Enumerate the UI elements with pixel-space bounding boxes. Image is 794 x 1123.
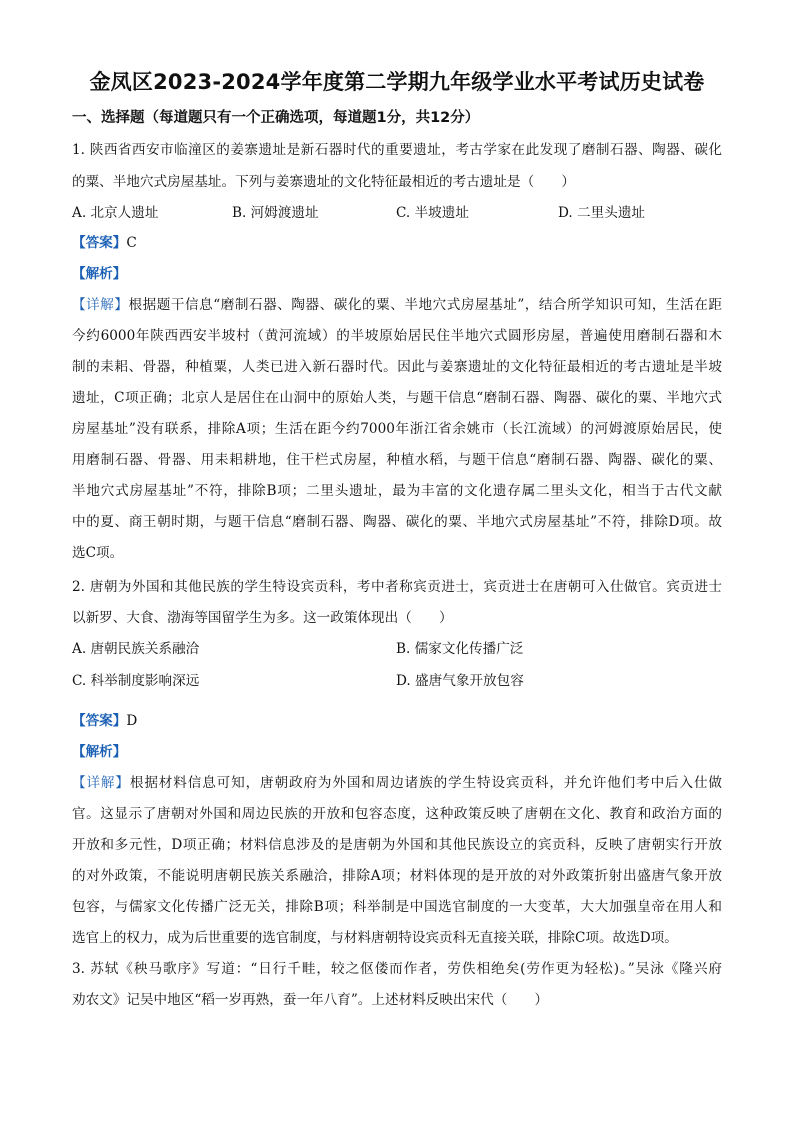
answer-value: D [126,713,138,729]
question-2-answer: 【答案】D [72,713,138,729]
question-2-detail-line: 官。这显示了唐朝对外国和周边民族的开放和包容态度，这种政策反映了唐朝在文化、教育和政治方面的 [72,806,722,822]
section-heading: 一、选择题（每道题只有一个正确选项，每道题1分，共12分） [72,110,480,126]
question-2-stem-line: 以新罗、大食、渤海等国留学生为多。这一政策体现出（ ） [72,610,453,626]
question-1-detail-line: 今约6000年陕西西安半坡村（黄河流域）的半坡原始居民住半地穴式圆形房屋，普遍使用磨制石器和木 [72,328,722,344]
question-1-detail-line: 半地穴式房屋基址”不符，排除B项；二里头遗址，最为丰富的文化遗存属二里头文化，相当于古代文献 [72,483,722,499]
answer-label: 答案 [85,235,113,251]
question-1-analysis: 【解析】 [72,266,127,282]
question-2-detail-line: 【详解】根据材料信息可知，唐朝政府为外国和周边诸族的学生特设宾贡科，并允许他们考中后入仕做 [72,775,723,791]
exam-title: 金凤区2023-2024学年度第二学期九年级学业水平考试历史试卷 [89,70,705,94]
question-2-option-c: C. 科举制度影响深远 [72,673,200,689]
question-2-detail-line: 的对外政策，不能说明唐朝民族关系融洽，排除A项；材料体现的是开放的对外政策折射出盛唐气象开放 [72,868,722,884]
question-1-detail-line: 制的耒耜、骨器，种植粟，人类已进入新石器时代。因此与姜寨遗址的文化特征最相近的考古遗址是半坡 [72,359,722,375]
question-1-detail-line: 遗址，C项正确；北京人是居住在山洞中的原始人类，与题干信息“磨制石器、陶器、碳化的粟、半地穴式 [72,390,722,406]
question-1-option-a: A. 北京人遗址 [72,205,159,221]
question-1-option-d: D. 二里头遗址 [558,205,646,221]
analysis-label: 解析 [85,266,113,282]
question-2-detail-line: 选官上的权力，成为后世重要的选官制度，与材料唐朝特设宾贡科无直接关联，排除C项。故选D项。 [72,930,678,946]
question-1-detail-line: 选C项。 [72,545,124,561]
detail-label: 【详解】 [72,297,129,313]
detail-label: 【详解】 [72,775,130,791]
question-2-option-d: D. 盛唐气象开放包容 [396,673,524,689]
question-1-answer: 【答案】C [72,235,137,251]
question-1-stem-line: 的粟、半地穴式房屋基址。下列与姜寨遗址的文化特征最相近的考古遗址是（ ） [72,174,575,190]
question-1-detail-line: 中的夏、商王朝时期，与题干信息“磨制石器、陶器、碳化的粟、半地穴式房屋基址”不符，排除D项。故 [72,514,722,530]
question-1-stem-line: 1. 陕西省西安市临潼区的姜寨遗址是新石器时代的重要遗址，考古学家在此发现了磨制石器、陶器、碳化 [72,142,722,158]
question-2-stem-line: 2. 唐朝为外国和其他民族的学生特设宾贡科，考中者称宾贡进士，宾贡进士在唐朝可入仕做官。宾贡进士 [72,579,722,595]
question-1-option-b: B. 河姆渡遗址 [232,205,319,221]
question-3-stem-line: 3. 苏轼《秧马歌序》写道：“日行千畦，较之伛偻而作者，劳佚相绝矣(劳作更为轻松)。”吴泳《隆兴府 [72,961,722,977]
question-1-detail-line: 用磨制石器、骨器、用耒耜耕地，住干栏式房屋，种植水稻，与题干信息“磨制石器、陶器、碳化的粟、 [72,452,722,468]
question-2-detail-line: 开放和多元性，D项正确；材料信息涉及的是唐朝为外国和其他民族设立的宾贡科，反映了唐朝实行开放 [72,837,722,853]
question-2-analysis: 【解析】 [72,744,127,760]
answer-value: C [126,235,137,251]
question-1-detail-line: 房屋基址”没有联系，排除A项；生活在距今约7000年浙江省余姚市（长江流域）的河姆渡原始居民，使 [72,421,722,437]
question-2-option-a: A. 唐朝民族关系融洽 [72,641,200,657]
question-2-option-b: B. 儒家文化传播广泛 [396,641,524,657]
question-2-detail-line: 包容，与儒家文化传播广泛无关，排除B项；科举制是中国选官制度的一大变革，大大加强皇帝在用人和 [72,899,722,915]
question-1-detail-line: 【详解】根据题干信息“磨制石器、陶器、碳化的粟、半地穴式房屋基址”，结合所学知识可知，生活在距 [72,297,722,313]
analysis-label: 解析 [85,744,113,760]
answer-label: 答案 [85,713,113,729]
question-3-stem-line: 劝农文》记吴中地区“稻一岁再熟，蚕一年八育”。上述材料反映出宋代（ ） [72,992,549,1008]
question-1-option-c: C. 半坡遗址 [396,205,469,221]
